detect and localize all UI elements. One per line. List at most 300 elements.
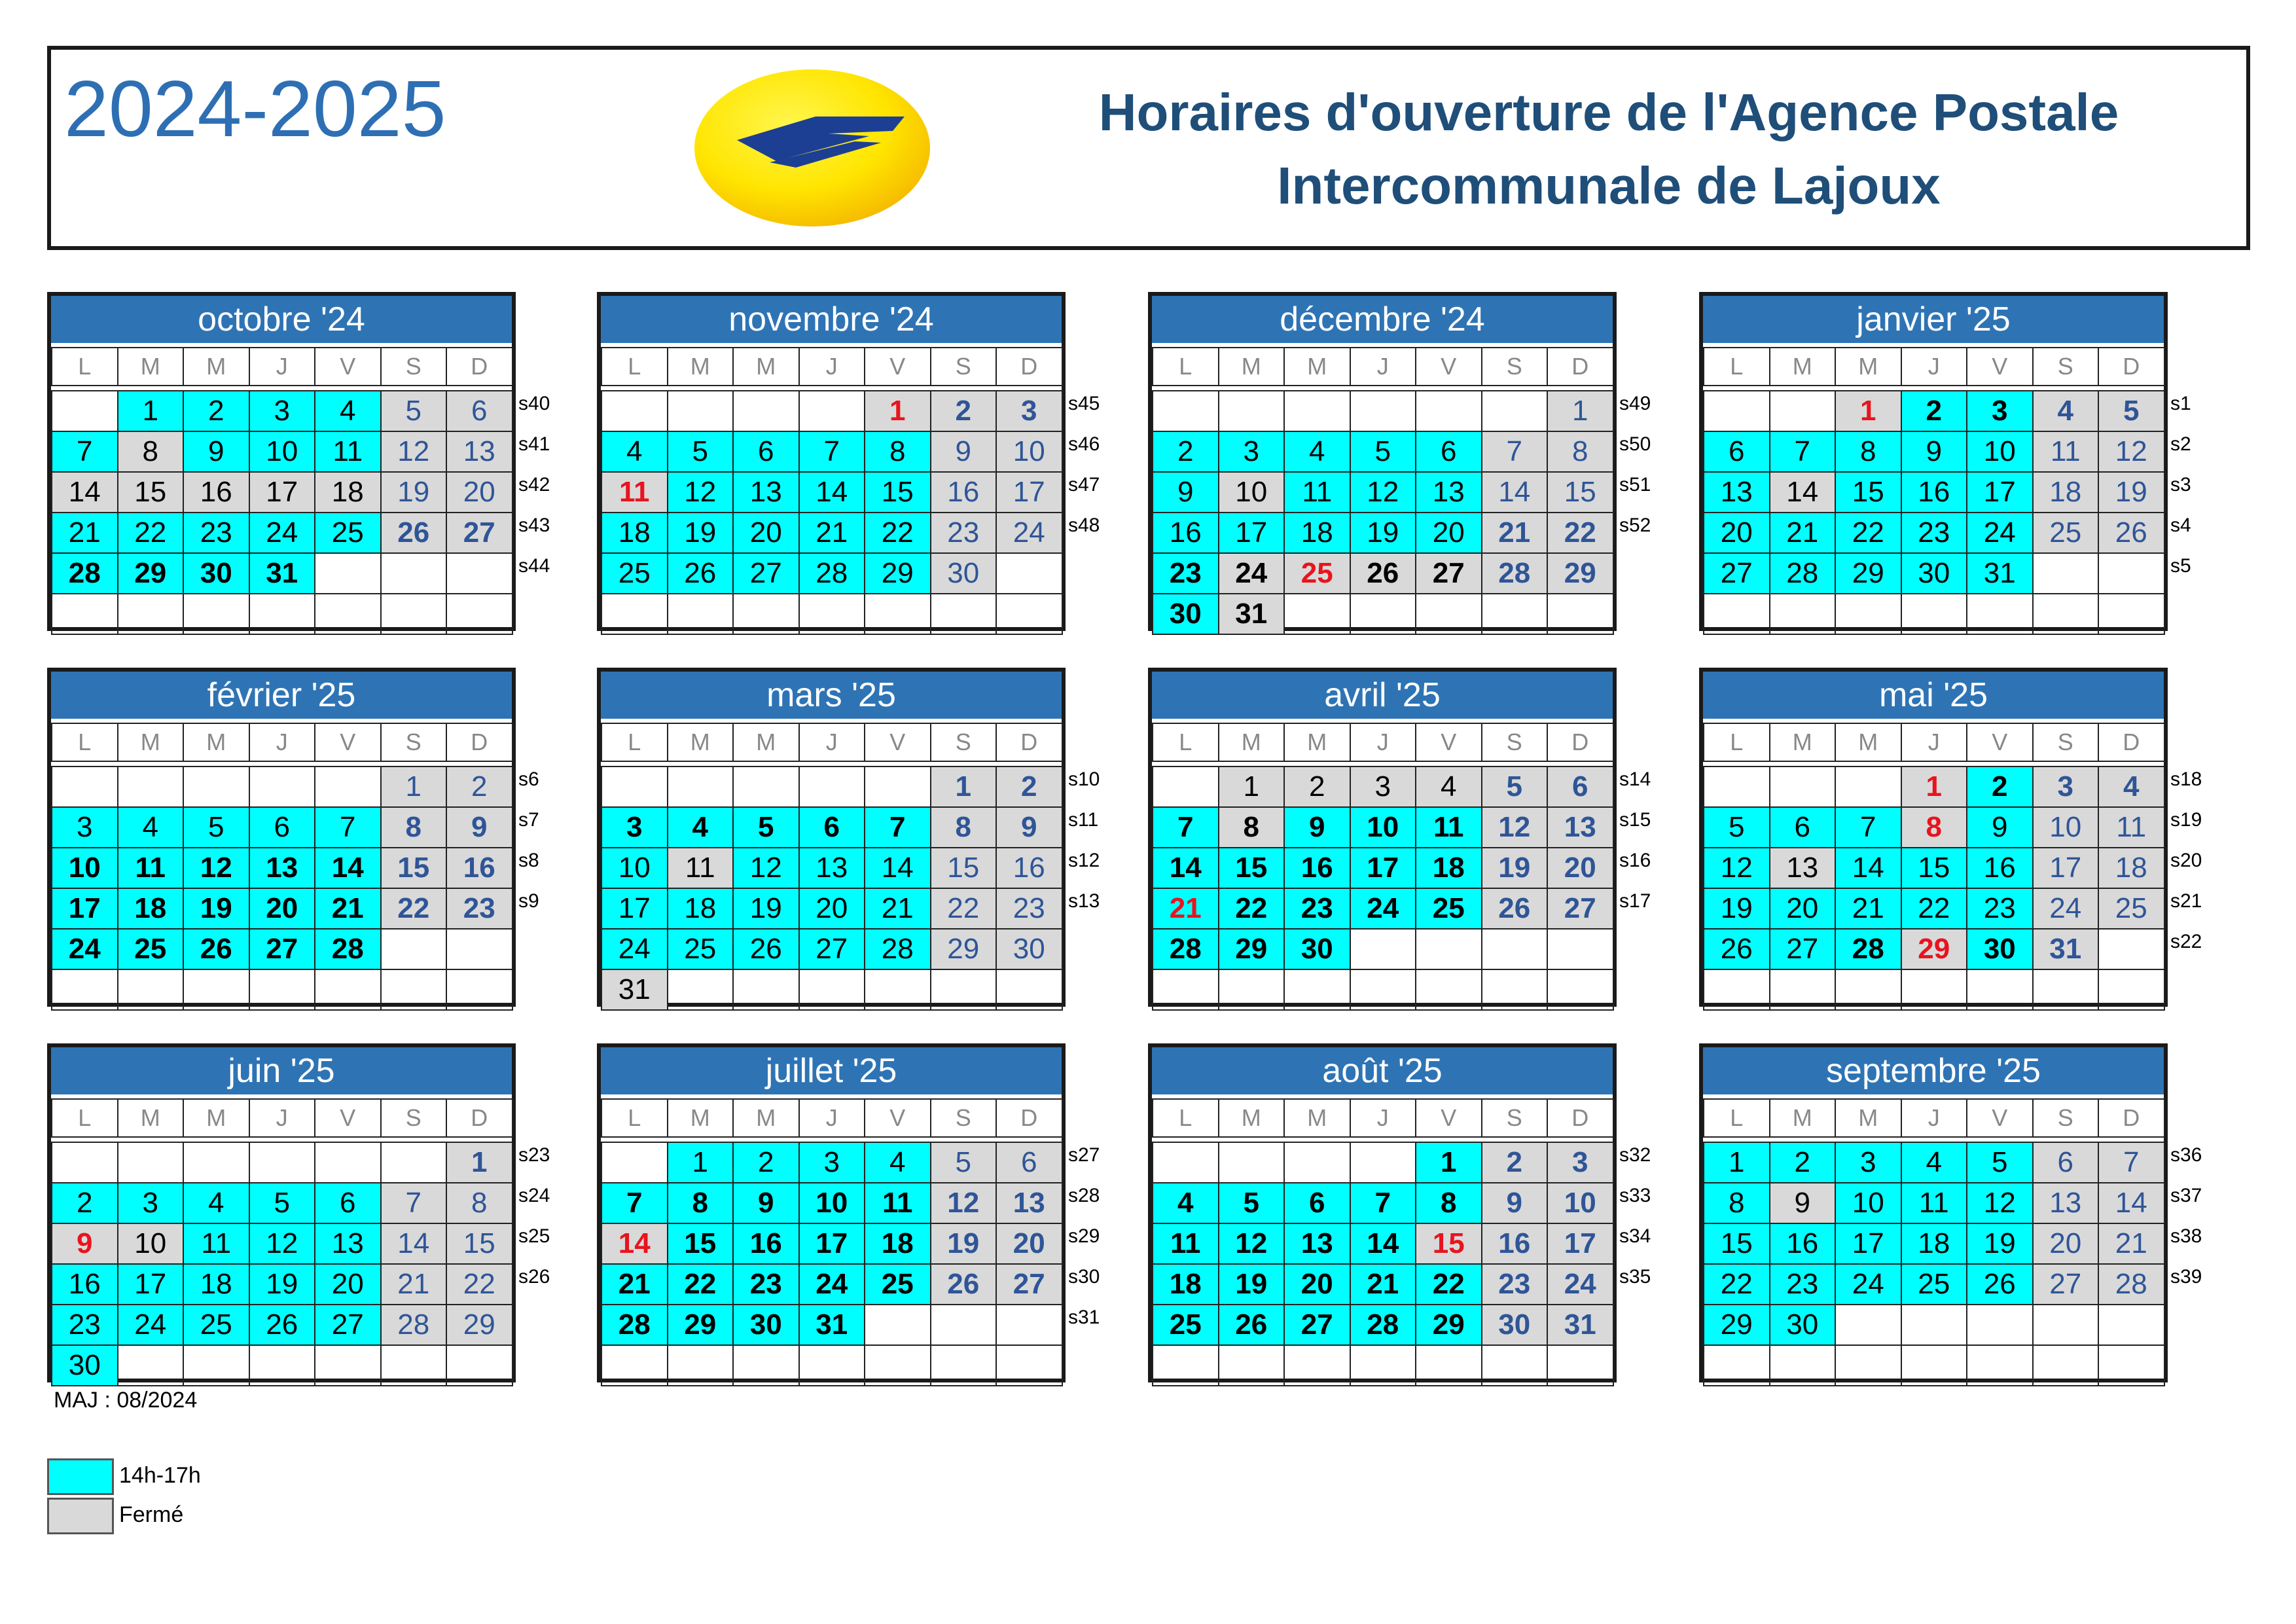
weekday-header: D [996, 347, 1063, 386]
day-cell: 26 [183, 928, 250, 970]
month-11 [1699, 1043, 2168, 1382]
empty-cell [1769, 969, 1837, 1011]
week-number: s10 [1068, 768, 1100, 790]
day-cell: 29 [117, 552, 185, 594]
day-cell: 23 [1481, 1263, 1549, 1305]
weekday-header: S [380, 723, 448, 762]
day-cell: 11 [183, 1223, 250, 1265]
empty-cell [930, 593, 997, 635]
day-cell: 13 [1415, 471, 1482, 513]
day-cell: 16 [1152, 512, 1219, 554]
day-cell: 14 [1769, 471, 1837, 513]
day-cell: 5 [1966, 1142, 2034, 1183]
day-cell: 14 [1481, 471, 1549, 513]
weekday-header: S [1481, 723, 1549, 762]
day-cell: 30 [1152, 593, 1219, 635]
day-cell: 20 [732, 512, 800, 554]
day-cell: 3 [1350, 766, 1417, 808]
day-cell: 21 [314, 888, 382, 929]
day-cell: 4 [601, 431, 668, 473]
empty-cell [732, 593, 800, 635]
day-cell: 14 [2098, 1182, 2165, 1224]
empty-cell [1769, 766, 1837, 808]
weekday-header: J [798, 1098, 866, 1138]
day-cell: 7 [601, 1182, 668, 1224]
update-date: MAJ : 08/2024 [54, 1388, 198, 1413]
day-cell: 22 [1835, 512, 1902, 554]
day-cell: 29 [1547, 552, 1614, 594]
empty-cell [380, 1344, 448, 1386]
day-cell: 11 [2032, 431, 2100, 473]
day-cell: 31 [2032, 928, 2100, 970]
empty-cell [930, 1304, 997, 1346]
week-number: s24 [518, 1185, 550, 1206]
day-cell: 4 [1152, 1182, 1219, 1224]
weekday-header: M [117, 347, 185, 386]
day-cell: 6 [249, 806, 316, 848]
weekday-header: M [1218, 1098, 1285, 1138]
day-cell: 2 [1481, 1142, 1549, 1183]
day-cell: 21 [380, 1263, 448, 1305]
day-cell: 27 [2032, 1263, 2100, 1305]
weekday-header: L [601, 1098, 668, 1138]
day-cell: 3 [249, 390, 316, 432]
week-number: s47 [1068, 474, 1100, 496]
month-3 [1699, 292, 2168, 631]
day-cell: 19 [380, 471, 448, 513]
empty-cell [2098, 969, 2165, 1011]
day-cell: 21 [1152, 888, 1219, 929]
weekday-header: M [1769, 723, 1837, 762]
weekday-header: L [1152, 1098, 1219, 1138]
day-cell: 9 [446, 806, 513, 848]
weekday-header: J [1350, 347, 1417, 386]
empty-cell [2032, 1344, 2100, 1386]
day-cell: 24 [1835, 1263, 1902, 1305]
week-number: s31 [1068, 1307, 1100, 1328]
empty-cell [51, 969, 118, 1011]
empty-cell [798, 1344, 866, 1386]
day-cell: 16 [1283, 847, 1351, 889]
day-cell: 20 [1283, 1263, 1351, 1305]
day-cell: 29 [1415, 1304, 1482, 1346]
weekday-header: L [601, 347, 668, 386]
day-cell: 18 [1901, 1223, 1968, 1265]
weekday-header: M [667, 723, 734, 762]
day-cell: 20 [1769, 888, 1837, 929]
week-number: s48 [1068, 514, 1100, 536]
empty-cell [667, 593, 734, 635]
week-number: s12 [1068, 850, 1100, 871]
day-cell: 8 [667, 1182, 734, 1224]
empty-cell [1218, 969, 1285, 1011]
day-cell: 1 [864, 390, 931, 432]
day-cell: 7 [51, 431, 118, 473]
weekday-header: V [864, 723, 931, 762]
week-number: s17 [1619, 890, 1651, 912]
day-cell: 8 [1415, 1182, 1482, 1224]
day-cell: 25 [1901, 1263, 1968, 1305]
empty-cell [1703, 390, 1770, 432]
empty-cell [864, 593, 931, 635]
day-cell: 24 [117, 1304, 185, 1346]
day-cell: 14 [314, 847, 382, 889]
day-cell: 13 [1547, 806, 1614, 848]
weekday-header: J [1901, 347, 1968, 386]
day-cell: 28 [380, 1304, 448, 1346]
day-cell: 19 [1481, 847, 1549, 889]
week-number: s32 [1619, 1144, 1651, 1166]
day-cell: 27 [446, 512, 513, 554]
day-cell: 18 [1415, 847, 1482, 889]
weekday-header: S [380, 347, 448, 386]
day-cell: 18 [1283, 512, 1351, 554]
empty-cell [996, 552, 1063, 594]
weekday-header: S [930, 1098, 997, 1138]
day-cell: 11 [117, 847, 185, 889]
header-box [47, 46, 2250, 250]
day-cell: 15 [864, 471, 931, 513]
month-5 [597, 668, 1066, 1007]
day-cell: 29 [446, 1304, 513, 1346]
day-cell: 10 [51, 847, 118, 889]
empty-cell [380, 593, 448, 635]
day-cell: 3 [2032, 766, 2100, 808]
day-cell: 19 [667, 512, 734, 554]
day-cell: 28 [1350, 1304, 1417, 1346]
day-cell: 1 [930, 766, 997, 808]
weekday-header: S [2032, 1098, 2100, 1138]
day-cell: 15 [1218, 847, 1285, 889]
empty-cell [446, 969, 513, 1011]
day-cell: 21 [1835, 888, 1902, 929]
weekday-header: M [732, 723, 800, 762]
day-cell: 6 [1547, 766, 1614, 808]
weekday-header: L [1152, 723, 1219, 762]
weekday-header: M [117, 723, 185, 762]
day-cell: 4 [1901, 1142, 1968, 1183]
empty-cell [117, 1344, 185, 1386]
month-title: avril '25 [1152, 672, 1613, 719]
empty-cell [314, 766, 382, 808]
day-cell: 9 [996, 806, 1063, 848]
day-cell: 16 [930, 471, 997, 513]
day-cell: 6 [1283, 1182, 1351, 1224]
week-number: s2 [2170, 433, 2191, 455]
week-number: s9 [518, 890, 539, 912]
weekday-header: S [2032, 723, 2100, 762]
day-cell: 1 [1703, 1142, 1770, 1183]
weekday-header: D [2098, 1098, 2165, 1138]
empty-cell [2032, 1304, 2100, 1346]
day-cell: 5 [930, 1142, 997, 1183]
day-cell: 31 [1966, 552, 2034, 594]
day-cell: 12 [183, 847, 250, 889]
day-cell: 31 [1547, 1304, 1614, 1346]
day-cell: 18 [314, 471, 382, 513]
empty-cell [1901, 593, 1968, 635]
day-cell: 12 [1481, 806, 1549, 848]
empty-cell [1218, 1142, 1285, 1183]
day-cell: 9 [1283, 806, 1351, 848]
weekday-header: M [1769, 1098, 1837, 1138]
day-cell: 29 [1835, 552, 1902, 594]
title-line-1: Horaires d'ouverture de l'Agence Postale [1098, 83, 2119, 141]
day-cell: 11 [1283, 471, 1351, 513]
day-cell: 26 [1481, 888, 1549, 929]
empty-cell [1703, 969, 1770, 1011]
day-cell: 20 [314, 1263, 382, 1305]
week-number: s36 [2170, 1144, 2202, 1166]
month-title: janvier '25 [1703, 296, 2164, 343]
day-cell: 5 [249, 1182, 316, 1224]
day-cell: 19 [1703, 888, 1770, 929]
day-cell: 8 [1901, 806, 1968, 848]
day-cell: 23 [1152, 552, 1219, 594]
empty-cell [117, 593, 185, 635]
weekday-header: M [667, 347, 734, 386]
day-cell: 26 [1350, 552, 1417, 594]
weekday-header: D [1547, 1098, 1614, 1138]
day-cell: 18 [183, 1263, 250, 1305]
day-cell: 11 [667, 847, 734, 889]
empty-cell [1152, 1344, 1219, 1386]
empty-cell [1415, 969, 1482, 1011]
day-cell: 28 [1481, 552, 1549, 594]
empty-cell [2032, 969, 2100, 1011]
day-cell: 9 [1769, 1182, 1837, 1224]
day-cell: 10 [249, 431, 316, 473]
month-2 [1148, 292, 1617, 631]
day-cell: 5 [667, 431, 734, 473]
day-cell: 19 [249, 1263, 316, 1305]
weekday-header: L [51, 723, 118, 762]
day-cell: 5 [2098, 390, 2165, 432]
empty-cell [446, 552, 513, 594]
day-cell: 9 [1152, 471, 1219, 513]
empty-cell [183, 1142, 250, 1183]
week-number: s50 [1619, 433, 1651, 455]
day-cell: 2 [996, 766, 1063, 808]
empty-cell [117, 969, 185, 1011]
empty-cell [51, 593, 118, 635]
day-cell: 11 [864, 1182, 931, 1224]
empty-cell [930, 1344, 997, 1386]
day-cell: 2 [183, 390, 250, 432]
empty-cell [1283, 969, 1351, 1011]
month-title: février '25 [51, 672, 512, 719]
empty-cell [1901, 1304, 1968, 1346]
week-number: s1 [2170, 393, 2191, 414]
empty-cell [601, 1344, 668, 1386]
title-line-2: Intercommunale de Lajoux [1277, 156, 1941, 215]
day-cell: 15 [1703, 1223, 1770, 1265]
weekday-header: J [798, 723, 866, 762]
day-cell: 29 [1901, 928, 1968, 970]
day-cell: 18 [667, 888, 734, 929]
day-cell: 21 [864, 888, 931, 929]
empty-cell [446, 593, 513, 635]
day-cell: 7 [1481, 431, 1549, 473]
day-cell: 26 [1703, 928, 1770, 970]
empty-cell [183, 1344, 250, 1386]
empty-cell [249, 766, 316, 808]
day-cell: 2 [732, 1142, 800, 1183]
day-cell: 4 [2098, 766, 2165, 808]
weekday-header: M [1218, 723, 1285, 762]
legend-label-closed: Fermé [119, 1502, 184, 1527]
weekday-header: S [1481, 1098, 1549, 1138]
empty-cell [1547, 593, 1614, 635]
weekday-header: S [2032, 347, 2100, 386]
week-number: s20 [2170, 850, 2202, 871]
weekday-header: M [1218, 347, 1285, 386]
weekday-header: M [1835, 723, 1902, 762]
empty-cell [183, 969, 250, 1011]
empty-cell [667, 1344, 734, 1386]
day-cell: 10 [798, 1182, 866, 1224]
day-cell: 24 [1966, 512, 2034, 554]
day-cell: 31 [1218, 593, 1285, 635]
day-cell: 10 [1547, 1182, 1614, 1224]
day-cell: 11 [1901, 1182, 1968, 1224]
week-number: s45 [1068, 393, 1100, 414]
day-cell: 18 [1152, 1263, 1219, 1305]
week-number: s51 [1619, 474, 1651, 496]
empty-cell [996, 1304, 1063, 1346]
day-cell: 28 [314, 928, 382, 970]
week-number: s6 [518, 768, 539, 790]
week-number: s46 [1068, 433, 1100, 455]
day-cell: 12 [249, 1223, 316, 1265]
day-cell: 27 [1283, 1304, 1351, 1346]
day-cell: 7 [1835, 806, 1902, 848]
week-number: s34 [1619, 1225, 1651, 1247]
day-cell: 13 [1283, 1223, 1351, 1265]
day-cell: 1 [380, 766, 448, 808]
day-cell: 28 [798, 552, 866, 594]
day-cell: 2 [446, 766, 513, 808]
day-cell: 17 [1218, 512, 1285, 554]
day-cell: 15 [1901, 847, 1968, 889]
month-title: juin '25 [51, 1047, 512, 1094]
day-cell: 15 [1415, 1223, 1482, 1265]
empty-cell [1481, 390, 1549, 432]
day-cell: 6 [2032, 1142, 2100, 1183]
weekday-header: V [1415, 723, 1482, 762]
weekday-header: V [864, 347, 931, 386]
weekday-header: V [1966, 1098, 2034, 1138]
week-number: s27 [1068, 1144, 1100, 1166]
day-cell: 30 [1769, 1304, 1837, 1346]
day-cell: 29 [667, 1304, 734, 1346]
empty-cell [314, 969, 382, 1011]
weekday-header: V [864, 1098, 931, 1138]
day-cell: 5 [1350, 431, 1417, 473]
day-cell: 15 [1835, 471, 1902, 513]
day-cell: 23 [930, 512, 997, 554]
day-cell: 3 [51, 806, 118, 848]
week-number: s8 [518, 850, 539, 871]
day-cell: 30 [732, 1304, 800, 1346]
day-cell: 8 [117, 431, 185, 473]
empty-cell [249, 1142, 316, 1183]
day-cell: 15 [380, 847, 448, 889]
day-cell: 19 [930, 1223, 997, 1265]
month-6 [1148, 668, 1617, 1007]
day-cell: 16 [732, 1223, 800, 1265]
empty-cell [380, 1142, 448, 1183]
day-cell: 12 [1966, 1182, 2034, 1224]
week-number: s37 [2170, 1185, 2202, 1206]
day-cell: 23 [183, 512, 250, 554]
empty-cell [1415, 928, 1482, 970]
day-cell: 12 [2098, 431, 2165, 473]
week-number: s18 [2170, 768, 2202, 790]
day-cell: 26 [2098, 512, 2165, 554]
day-cell: 19 [732, 888, 800, 929]
empty-cell [930, 969, 997, 1011]
weekday-header: J [1350, 723, 1417, 762]
day-cell: 16 [1966, 847, 2034, 889]
day-cell: 17 [601, 888, 668, 929]
month-1 [597, 292, 1066, 631]
day-cell: 9 [183, 431, 250, 473]
empty-cell [1835, 593, 1902, 635]
day-cell: 16 [1901, 471, 1968, 513]
day-cell: 17 [51, 888, 118, 929]
day-cell: 7 [864, 806, 931, 848]
empty-cell [996, 593, 1063, 635]
day-cell: 12 [1703, 847, 1770, 889]
month-10 [1148, 1043, 1617, 1382]
day-cell: 29 [930, 928, 997, 970]
month-title: octobre '24 [51, 296, 512, 343]
day-cell: 5 [732, 806, 800, 848]
day-cell: 22 [1703, 1263, 1770, 1305]
week-number: s14 [1619, 768, 1651, 790]
day-cell: 10 [2032, 806, 2100, 848]
day-cell: 18 [2032, 471, 2100, 513]
day-cell: 14 [601, 1223, 668, 1265]
day-cell: 16 [996, 847, 1063, 889]
empty-cell [1218, 1344, 1285, 1386]
day-cell: 16 [446, 847, 513, 889]
day-cell: 1 [1835, 390, 1902, 432]
day-cell: 20 [249, 888, 316, 929]
empty-cell [798, 969, 866, 1011]
day-cell: 13 [446, 431, 513, 473]
day-cell: 14 [1835, 847, 1902, 889]
day-cell: 2 [1152, 431, 1219, 473]
day-cell: 17 [117, 1263, 185, 1305]
day-cell: 26 [380, 512, 448, 554]
weekday-header: D [1547, 723, 1614, 762]
weekday-header: S [380, 1098, 448, 1138]
empty-cell [1835, 766, 1902, 808]
empty-cell [1283, 390, 1351, 432]
empty-cell [1350, 1344, 1417, 1386]
week-number: s21 [2170, 890, 2202, 912]
day-cell: 24 [1547, 1263, 1614, 1305]
day-cell: 4 [1283, 431, 1351, 473]
day-cell: 21 [1481, 512, 1549, 554]
day-cell: 13 [2032, 1182, 2100, 1224]
day-cell: 31 [249, 552, 316, 594]
day-cell: 6 [1415, 431, 1482, 473]
day-cell: 2 [1966, 766, 2034, 808]
day-cell: 24 [1350, 888, 1417, 929]
